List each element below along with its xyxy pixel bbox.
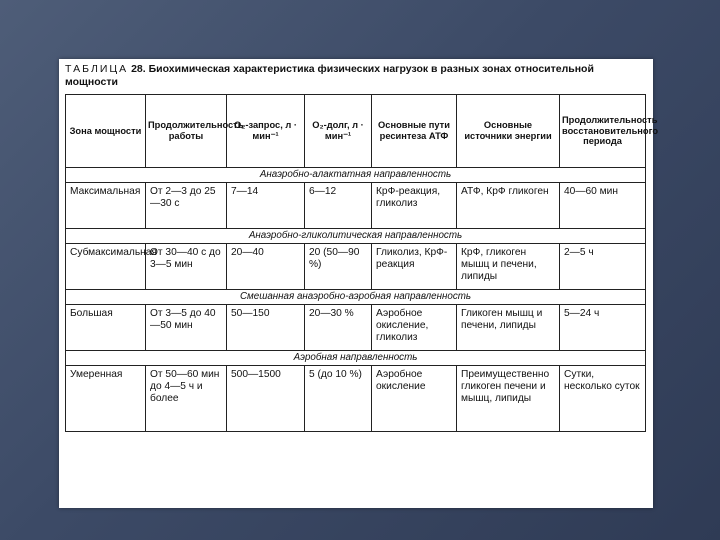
cell-energy-sources: Преимущественно гликоген печени и мышц, липиды — [457, 366, 560, 432]
table-row — [66, 244, 646, 290]
table-label: ТАБЛИЦА — [65, 63, 129, 75]
cell-zone: Умеренная — [66, 366, 146, 432]
table-row — [66, 366, 646, 432]
col-header-duration: Продолжительность работы — [146, 95, 227, 168]
col-header-recovery: Продолжительность восстановительного периода — [560, 95, 646, 168]
table-title — [65, 63, 645, 89]
cell-recovery: Сутки, несколько суток — [560, 366, 646, 432]
section-heading-row — [66, 229, 646, 244]
cell-recovery: 2—5 ч — [560, 244, 646, 290]
col-header-zone: Зона мощности — [66, 95, 146, 168]
table-row — [66, 305, 646, 351]
cell-zone: Большая — [66, 305, 146, 351]
data-table — [65, 94, 659, 432]
table-title-text: Биохимическая характеристика физических нагрузок в разных зонах относительной мощности — [65, 63, 594, 88]
cell-recovery: 5—24 ч — [560, 305, 646, 351]
cell-o2-debt: 6—12 — [305, 183, 372, 229]
cell-energy-sources: КрФ, гликоген мышц и печени, липиды — [457, 244, 560, 290]
section-heading: Аэробная направленность — [66, 351, 646, 366]
section-heading: Смешанная анаэробно-аэробная направленность — [66, 290, 646, 305]
col-header-o2-demand: O₂-запрос, л · мин⁻¹ — [227, 95, 305, 168]
cell-o2-demand: 7—14 — [227, 183, 305, 229]
section-heading: Анаэробно-гликолитическая направленность — [66, 229, 646, 244]
section-heading: Анаэробно-алактатная направленность — [66, 168, 646, 183]
cell-zone: Максимальная — [66, 183, 146, 229]
cell-o2-demand: 50—150 — [227, 305, 305, 351]
header-row — [66, 95, 646, 168]
col-header-o2-debt: O₂-долг, л · мин⁻¹ — [305, 95, 372, 168]
cell-atp-paths: Гликолиз, КрФ-реакция — [372, 244, 457, 290]
section-heading-row — [66, 351, 646, 366]
col-header-energy-sources: Основные источники энергии — [457, 95, 560, 168]
cell-atp-paths: КрФ-реакция, гликолиз — [372, 183, 457, 229]
table-number: 28. — [131, 63, 146, 75]
cell-recovery: 40—60 мин — [560, 183, 646, 229]
cell-duration: От 50—60 мин до 4—5 ч и более — [146, 366, 227, 432]
section-heading-row — [66, 290, 646, 305]
cell-o2-demand: 20—40 — [227, 244, 305, 290]
cell-o2-debt: 20—30 % — [305, 305, 372, 351]
table-row — [66, 183, 646, 229]
section-heading-row — [66, 168, 646, 183]
cell-duration: От 2—3 до 25—30 с — [146, 183, 227, 229]
col-header-atp-paths: Основные пути ресинтеза АТФ — [372, 95, 457, 168]
cell-energy-sources: АТФ, КрФ гликоген — [457, 183, 560, 229]
cell-atp-paths: Аэробное окисление, гликолиз — [372, 305, 457, 351]
cell-duration: От 30—40 с до 3—5 мин — [146, 244, 227, 290]
cell-o2-demand: 500—1500 — [227, 366, 305, 432]
cell-atp-paths: Аэробное окисление — [372, 366, 457, 432]
cell-zone: Субмаксимальная — [66, 244, 146, 290]
slide-page — [59, 59, 659, 508]
cell-energy-sources: Гликоген мышц и печени, липиды — [457, 305, 560, 351]
cell-o2-debt: 20 (50—90 %) — [305, 244, 372, 290]
cell-duration: От 3—5 до 40—50 мин — [146, 305, 227, 351]
cell-o2-debt: 5 (до 10 %) — [305, 366, 372, 432]
